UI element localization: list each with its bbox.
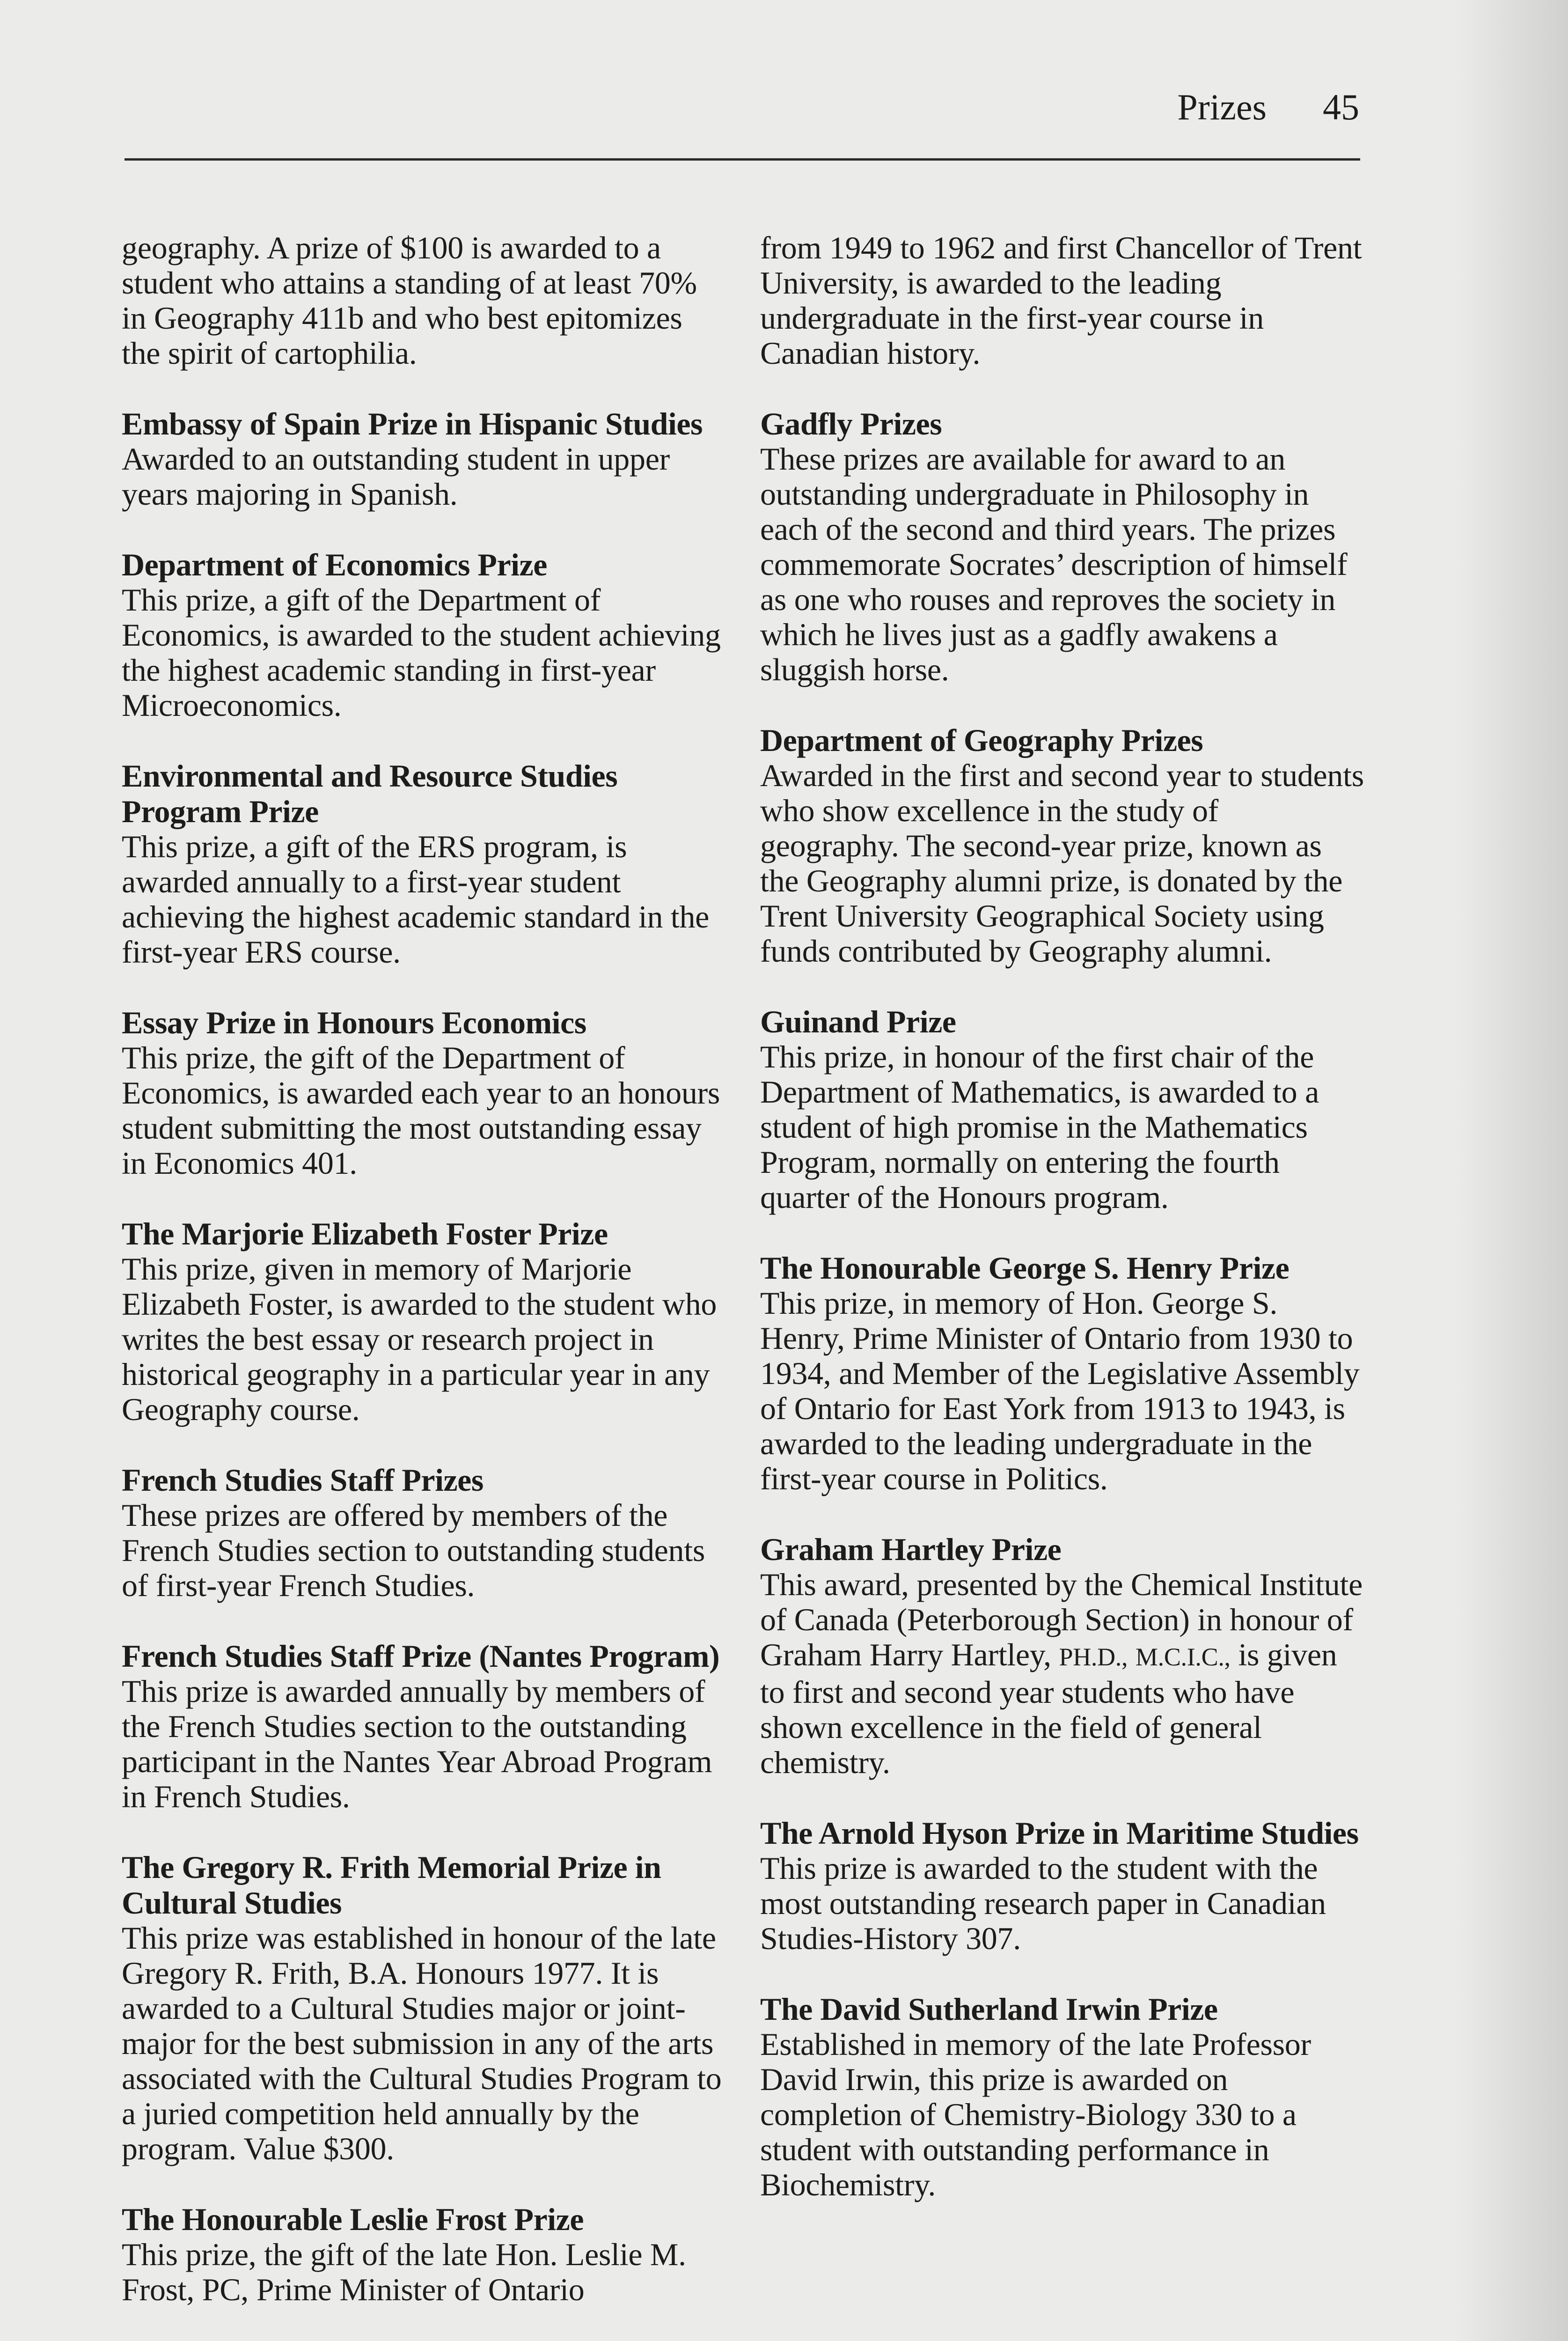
page-edge-shadow (1456, 0, 1568, 2341)
prize-entry (122, 1462, 725, 1603)
entry-body: geography. A prize of $100 is awarded to a student who attains a standing of at least 70% in Geography 411b and who best epitomizes the spirit of cartophilia. (122, 230, 697, 371)
prize-title: The Arnold Hyson Prize in Maritime Studies (760, 1815, 1359, 1851)
continued-entry (122, 230, 725, 371)
header-rule (125, 158, 1360, 161)
prize-title: The Marjorie Elizabeth Foster Prize (122, 1216, 608, 1251)
prize-entry (122, 547, 725, 723)
page-number: 45 (1323, 87, 1359, 127)
entry-body: Awarded in the first and second year to students who show excellence in the study of geography. The second-year prize, known as the Geography alumni prize, is donated by the Trent University Geographical Society using funds contributed by Geography alumni. (760, 758, 1364, 969)
prize-entry (760, 722, 1364, 969)
section-title: Prizes (1177, 87, 1267, 127)
left-column (122, 230, 725, 2341)
entry-body: Established in memory of the late Professor David Irwin, this prize is awarded on completion of Chemistry-Biology 330 to a student with outstanding performance in Biochemistry. (760, 2026, 1311, 2202)
prize-title: Graham Hartley Prize (760, 1531, 1062, 1567)
entry-body: This prize, the gift of the late Hon. Leslie M. Frost, PC, Prime Minister of Ontario (122, 2237, 686, 2307)
prize-title: Department of Economics Prize (122, 547, 547, 582)
prize-entry (760, 1815, 1364, 1956)
entry-body: This prize is awarded annually by members of the French Studies section to the outstanding participant in the Nantes Year Abroad Program in French Studies. (122, 1673, 712, 1814)
prize-entry (122, 758, 725, 970)
prize-title: The Gregory R. Frith Memorial Prize in Cultural Studies (122, 1849, 661, 1921)
right-column (760, 230, 1364, 2238)
entry-body: This prize, given in memory of Marjorie Elizabeth Foster, is awarded to the student who writes the best essay or research project in historical geography in a particular year in any Geography course. (122, 1251, 717, 1427)
prize-entry (122, 1849, 725, 2166)
prize-entry (760, 406, 1364, 687)
degree-phd: PH.D., (1059, 1643, 1128, 1671)
prize-entry (122, 1216, 725, 1427)
entry-body: This prize, a gift of the Department of Economics, is awarded to the student achieving the highest academic standing in first-year Microeconomics. (122, 582, 721, 723)
entry-body: This prize, the gift of the Department of Economics, is awarded each year to an honours student submitting the most outstanding essay in Economics 401. (122, 1040, 720, 1181)
entry-body: from 1949 to 1962 and first Chancellor of Trent University, is awarded to the leading undergraduate in the first-year course in Canadian history. (760, 230, 1362, 371)
prize-entry (122, 406, 725, 512)
prize-title: The Honourable George S. Henry Prize (760, 1250, 1290, 1286)
prize-entry (760, 1531, 1364, 1780)
entry-body: This prize is awarded to the student with the most outstanding research paper in Canadian Studies-History 307. (760, 1850, 1326, 1956)
entry-body-text: This award, presented by the Chemical Institute of Canada (Peterborough Section) in honour of Graham Harry Hartley, (760, 1567, 1363, 1672)
prize-title: Gadfly Prizes (760, 406, 942, 442)
entry-body: These prizes are available for award to an outstanding undergraduate in Philosophy in each of the second and third years. The prizes commemorate Socrates’ description of himself as one who rouses and reproves the society in which he lives just as a gadfly awakens a sluggish horse. (760, 441, 1348, 687)
running-header (1177, 89, 1359, 125)
continued-entry (760, 230, 1364, 371)
prize-title: Environmental and Resource Studies Program Prize (122, 758, 618, 829)
entry-body: This prize was established in honour of the late Gregory R. Frith, B.A. Honours 1977. It is awarded to a Cultural Studies major or joint-major for the best submission in any of the arts associated with the Cultural Studies Program to a juried competition held annually by the program. Value $300. (122, 1920, 722, 2166)
entry-body: Awarded to an outstanding student in upper years majoring in Spanish. (122, 441, 670, 512)
entry-body (760, 1567, 1364, 1780)
prize-title: French Studies Staff Prizes (122, 1462, 484, 1498)
prize-entry (122, 1638, 725, 1814)
degree-mcic: M.C.I.C., (1135, 1643, 1231, 1671)
prize-title: Embassy of Spain Prize in Hispanic Studies (122, 406, 703, 442)
entry-body: This prize, a gift of the ERS program, is awarded annually to a first-year student achieving the highest academic standard in the first-year ERS course. (122, 829, 710, 970)
entry-body: This prize, in honour of the first chair of the Department of Mathematics, is awarded to a student of high promise in the Mathematics Program, normally on entering the fourth quarter of the Honours program. (760, 1039, 1319, 1215)
prize-entry (122, 1005, 725, 1181)
prize-title: The Honourable Leslie Frost Prize (122, 2201, 584, 2237)
prize-entry (760, 1250, 1364, 1496)
prize-title: Essay Prize in Honours Economics (122, 1005, 586, 1040)
prize-title: The David Sutherland Irwin Prize (760, 1991, 1218, 2027)
entry-body-text: is given to first and second year students who have shown excellence in the field of general chemistry. (760, 1637, 1337, 1780)
prize-entry (122, 2201, 725, 2307)
prize-title: Guinand Prize (760, 1004, 956, 1039)
entry-body: This prize, in memory of Hon. George S. Henry, Prime Minister of Ontario from 1930 to 1934, and Member of the Legislative Assembly of Ontario for East York from 1913 to 1943, is awarded to the leading undergraduate in the first-year course in Politics. (760, 1285, 1360, 1496)
prize-title: Department of Geography Prizes (760, 722, 1203, 758)
entry-body: These prizes are offered by members of the French Studies section to outstanding students of first-year French Studies. (122, 1497, 705, 1603)
prize-title: French Studies Staff Prize (Nantes Program) (122, 1638, 720, 1674)
prize-entry (760, 1991, 1364, 2202)
prize-entry (760, 1004, 1364, 1215)
